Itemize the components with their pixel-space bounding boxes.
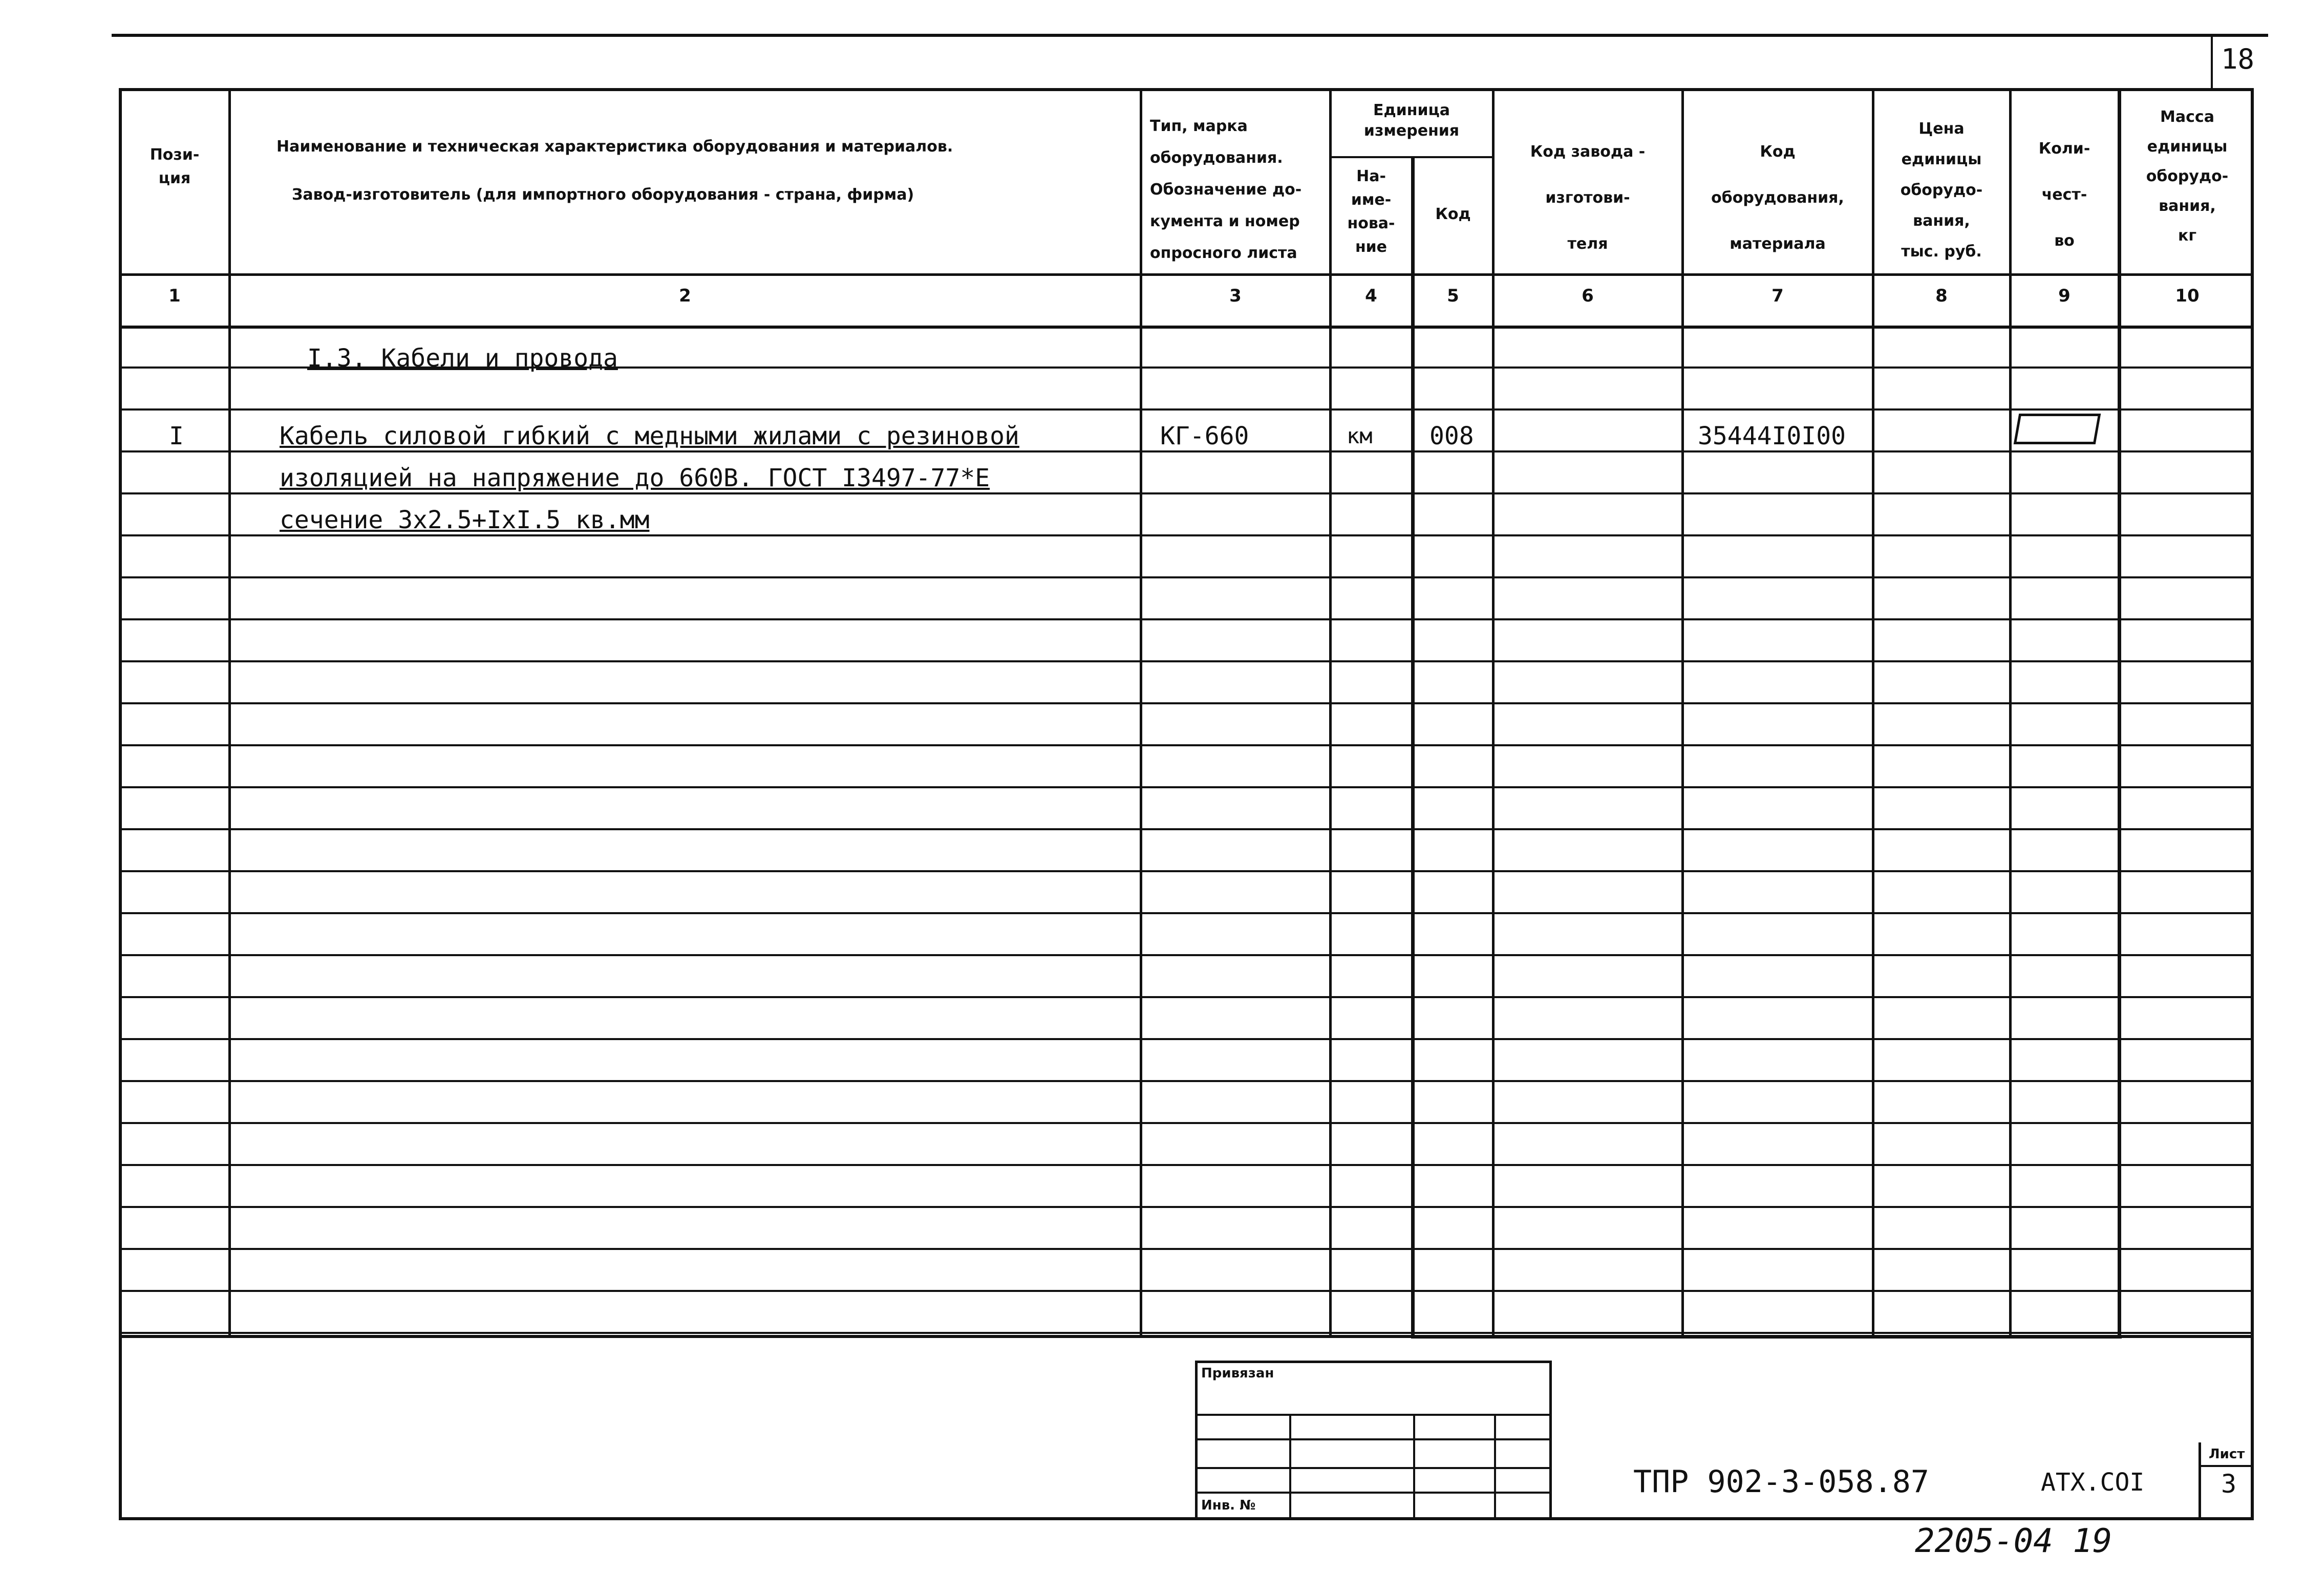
archive-number: 2205-04 19 (1915, 1522, 2112, 1560)
row-rule (119, 996, 2254, 998)
row-unit-name: км (1347, 423, 1373, 448)
header-col7: Код оборудования, материала (1711, 143, 1844, 253)
row-rule (119, 660, 2254, 662)
row-rule (119, 870, 2254, 872)
section-title: I.3. Кабели и провода (307, 344, 618, 373)
row-rule (119, 1206, 2254, 1208)
sheet-corner-number: 18 (2221, 43, 2255, 75)
document-code: ТПР 902-3-058.87 (1633, 1464, 1929, 1500)
table-body-end-rule (119, 1335, 2254, 1338)
sheet-code: АТХ.СОI (2041, 1468, 2145, 1497)
row-description-line1: Кабель силовой гибкий с медными жилами с резиновой (280, 422, 1019, 450)
row-rule (119, 1290, 2254, 1292)
column-number-5: 5 (1447, 286, 1459, 306)
header-col5: Код (1435, 205, 1471, 223)
column-number-10: 10 (2175, 286, 2200, 306)
header-col10: Масса единицы оборудо- вания, кг (2146, 108, 2229, 245)
row-rule (119, 744, 2254, 746)
row-rule (119, 954, 2254, 956)
column-number-8: 8 (1935, 286, 1948, 306)
row-rule (119, 912, 2254, 914)
row-rule (119, 1164, 2254, 1166)
row-rule (119, 618, 2254, 620)
row-rule (119, 828, 2254, 830)
header-col2-line1: Наименование и техническая характеристика оборудования и материалов. (276, 138, 953, 156)
column-number-7: 7 (1772, 286, 1784, 306)
bound-label: Привязан (1201, 1366, 1274, 1381)
row-unit-code: 008 (1429, 422, 1474, 450)
column-number-1: 1 (168, 286, 181, 306)
row-rule (119, 786, 2254, 788)
inventory-label: Инв. № (1201, 1498, 1256, 1513)
row-description-line2: изоляцией на напряжение до 660В. ГОСТ I3497-77*Е (280, 464, 990, 492)
column-number-4: 4 (1365, 286, 1377, 306)
top-rule (112, 34, 2268, 37)
row-rule (119, 1332, 2254, 1334)
row-description-line3: сечение 3х2.5+IxI.5 кв.мм (280, 506, 650, 534)
row-position: I (169, 422, 184, 450)
header-col8: Цена единицы оборудо- вания, тыс. руб. (1900, 120, 1983, 261)
header-col9: Коли- чест- во (2038, 140, 2090, 250)
page-number-divider (2211, 37, 2213, 90)
row-rule (119, 1248, 2254, 1250)
column-number-6: 6 (1582, 286, 1594, 306)
column-numbers-bottom-rule (119, 326, 2254, 329)
sheet-number: 3 (2221, 1469, 2237, 1499)
column-number-9: 9 (2058, 286, 2071, 306)
header-col3: Тип, марка оборудования. Обозначение до- кумента и номер опросного листа (1150, 117, 1302, 262)
row-rule (119, 408, 2254, 411)
header-col4: На- име- нова- ние (1347, 167, 1395, 256)
header-bottom-rule (119, 273, 2254, 276)
header-col2-line2: Завод-изготовитель (для импортного оборудования - страна, фирма) (292, 186, 914, 204)
header-unit-group: Единица измерения (1363, 101, 1460, 140)
row-rule (119, 1038, 2254, 1040)
header-col1: Пози- ция (150, 146, 200, 187)
sheet-label: Лист (2209, 1447, 2245, 1462)
quantity-box (2014, 414, 2101, 444)
row-rule (119, 702, 2254, 704)
row-rule (119, 1122, 2254, 1124)
row-equipment-code: 35444I0I00 (1698, 422, 1846, 450)
col-divider-4 (1411, 156, 1415, 1337)
column-number-3: 3 (1229, 286, 1242, 306)
header-col6: Код завода - изготови- теля (1530, 143, 1646, 253)
row-rule (119, 576, 2254, 578)
column-number-2: 2 (679, 286, 691, 306)
unit-group-divider (1329, 156, 1493, 158)
row-rule (119, 1080, 2254, 1082)
row-type: КГ-660 (1160, 422, 1249, 450)
